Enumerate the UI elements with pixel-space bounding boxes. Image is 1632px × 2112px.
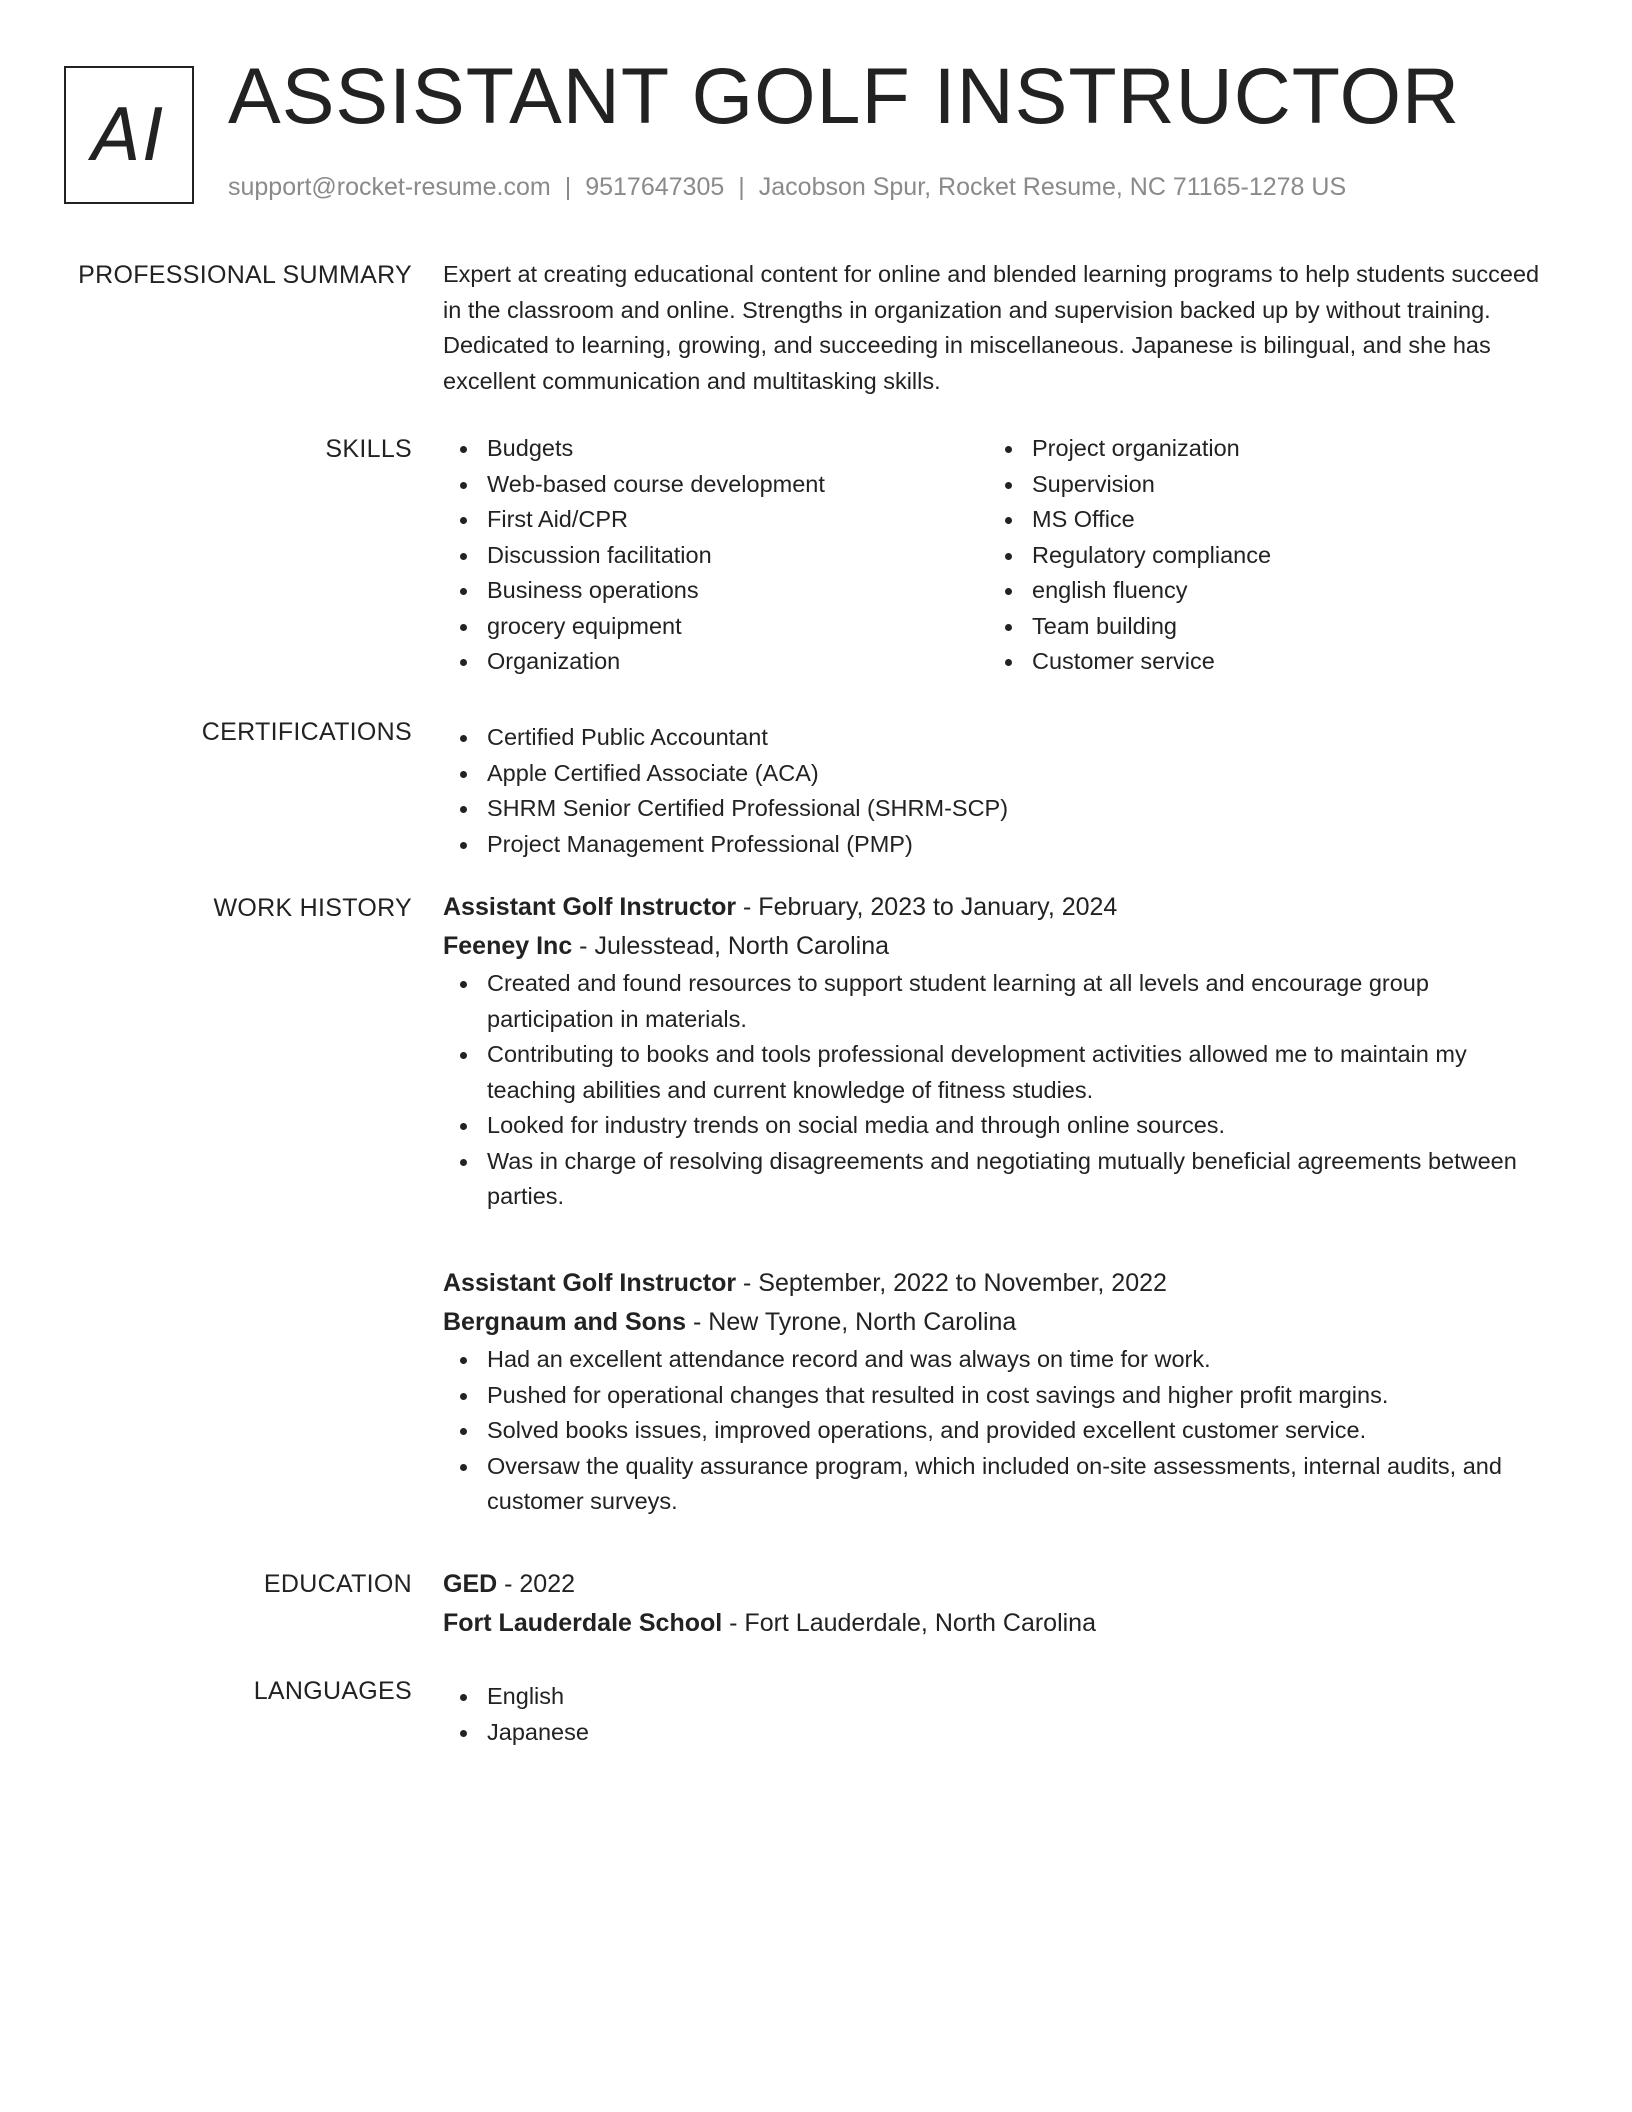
monogram-box xyxy=(64,66,194,204)
degree-line xyxy=(443,1565,1553,1604)
skill-item: Budgets xyxy=(443,431,988,467)
job-company: Feeney Inc xyxy=(443,932,573,960)
language-item: Japanese xyxy=(443,1715,1553,1751)
languages-list xyxy=(443,1679,1553,1750)
job-bullet: Looked for industry trends on social media and through online sources. xyxy=(443,1108,1553,1144)
skills-list-right xyxy=(988,431,1533,680)
contact-phone[interactable]: 9517647305 xyxy=(585,173,725,201)
job-title-line xyxy=(443,1264,1553,1303)
section-label-languages: LANGUAGES xyxy=(253,1677,412,1705)
skill-item: Team building xyxy=(988,609,1533,645)
job-entry xyxy=(0,1264,1632,1520)
certification-item: Certified Public Accountant xyxy=(443,720,1553,756)
skill-item: Project organization xyxy=(988,431,1533,467)
skill-item: english fluency xyxy=(988,573,1533,609)
job-entry xyxy=(0,888,1632,1215)
job-bullet: Pushed for operational changes that resulted in cost savings and higher profit margins. xyxy=(443,1378,1553,1414)
skill-item: Customer service xyxy=(988,644,1533,680)
certifications-body xyxy=(443,720,1553,862)
skills-grid xyxy=(443,431,1553,680)
certification-item: Project Management Professional (PMP) xyxy=(443,827,1553,863)
certification-item: SHRM Senior Certified Professional (SHRM-SCP) xyxy=(443,791,1553,827)
certifications-list xyxy=(443,720,1553,862)
certification-item: Apple Certified Associate (ACA) xyxy=(443,756,1553,792)
job-bullets xyxy=(443,966,1553,1215)
job-bullet: Was in charge of resolving disagreements and negotiating mutually beneficial agreements between parties. xyxy=(443,1144,1553,1215)
summary-text: Expert at creating educational content for online and blended learning programs to help students succeed in the classroom and online. Strengths in organization and supervision backed up by without training. Dedicated to learning, growing, and succeeding in miscellaneous. Japanese is bilingual, and she has excellent communication and multitasking skills. xyxy=(443,261,1540,394)
degree-year: - 2022 xyxy=(497,1570,576,1598)
school-name: Fort Lauderdale School xyxy=(443,1609,723,1637)
job-title: Assistant Golf Instructor xyxy=(443,1269,737,1297)
skills-body xyxy=(443,437,1553,680)
job-bullet: Oversaw the quality assurance program, which included on-site assessments, internal audits, and customer surveys. xyxy=(443,1449,1553,1520)
summary-body xyxy=(443,263,1553,399)
languages-body xyxy=(443,1679,1553,1750)
job-bullet: Solved books issues, improved operations, and provided excellent customer service. xyxy=(443,1413,1553,1449)
skill-item: grocery equipment xyxy=(443,609,988,645)
job-location: - Julesstead, North Carolina xyxy=(572,932,890,960)
job-company-line xyxy=(443,1303,1553,1342)
contact-line xyxy=(228,175,1346,200)
job-bullet: Created and found resources to support student learning at all levels and encourage group participation in materials. xyxy=(443,966,1553,1037)
job-company: Bergnaum and Sons xyxy=(443,1308,687,1336)
skill-item: Regulatory compliance xyxy=(988,538,1533,574)
skill-item: Organization xyxy=(443,644,988,680)
section-label-skills: SKILLS xyxy=(325,435,412,463)
skill-item: MS Office xyxy=(988,502,1533,538)
contact-address: Jacobson Spur, Rocket Resume, NC 71165-1278 US xyxy=(758,173,1347,201)
section-label-summary: PROFESSIONAL SUMMARY xyxy=(78,261,412,289)
skill-item: Discussion facilitation xyxy=(443,538,988,574)
section-label-education: EDUCATION xyxy=(263,1570,412,1598)
contact-separator: | xyxy=(564,173,572,201)
job-title-line xyxy=(443,888,1553,927)
skill-item: Business operations xyxy=(443,573,988,609)
section-label-work-history: WORK HISTORY xyxy=(213,894,412,922)
section-label-certifications: CERTIFICATIONS xyxy=(201,718,412,746)
language-item: English xyxy=(443,1679,1553,1715)
job-dates: - September, 2022 to November, 2022 xyxy=(736,1269,1167,1297)
job-dates: - February, 2023 to January, 2024 xyxy=(736,893,1118,921)
skill-item: Supervision xyxy=(988,467,1533,503)
skills-list-left xyxy=(443,431,988,680)
job-bullet: Had an excellent attendance record and was always on time for work. xyxy=(443,1342,1553,1378)
contact-email[interactable]: support@rocket-resume.com xyxy=(228,173,551,201)
skill-item: Web-based course development xyxy=(443,467,988,503)
job-company-line xyxy=(443,927,1553,966)
contact-separator: | xyxy=(738,173,745,201)
job-title: Assistant Golf Instructor xyxy=(443,893,737,921)
school-location: - Fort Lauderdale, North Carolina xyxy=(722,1609,1096,1637)
resume-title: ASSISTANT GOLF INSTRUCTOR xyxy=(228,51,1461,140)
job-bullets xyxy=(443,1342,1553,1520)
job-bullet: Contributing to books and tools professional development activities allowed me to maintain my teaching abilities and current knowledge of fitness studies. xyxy=(443,1037,1553,1108)
monogram-initials: AI xyxy=(91,93,167,177)
school-line xyxy=(443,1604,1553,1643)
degree: GED xyxy=(443,1570,498,1598)
skill-item: First Aid/CPR xyxy=(443,502,988,538)
job-location: - New Tyrone, North Carolina xyxy=(686,1308,1017,1336)
